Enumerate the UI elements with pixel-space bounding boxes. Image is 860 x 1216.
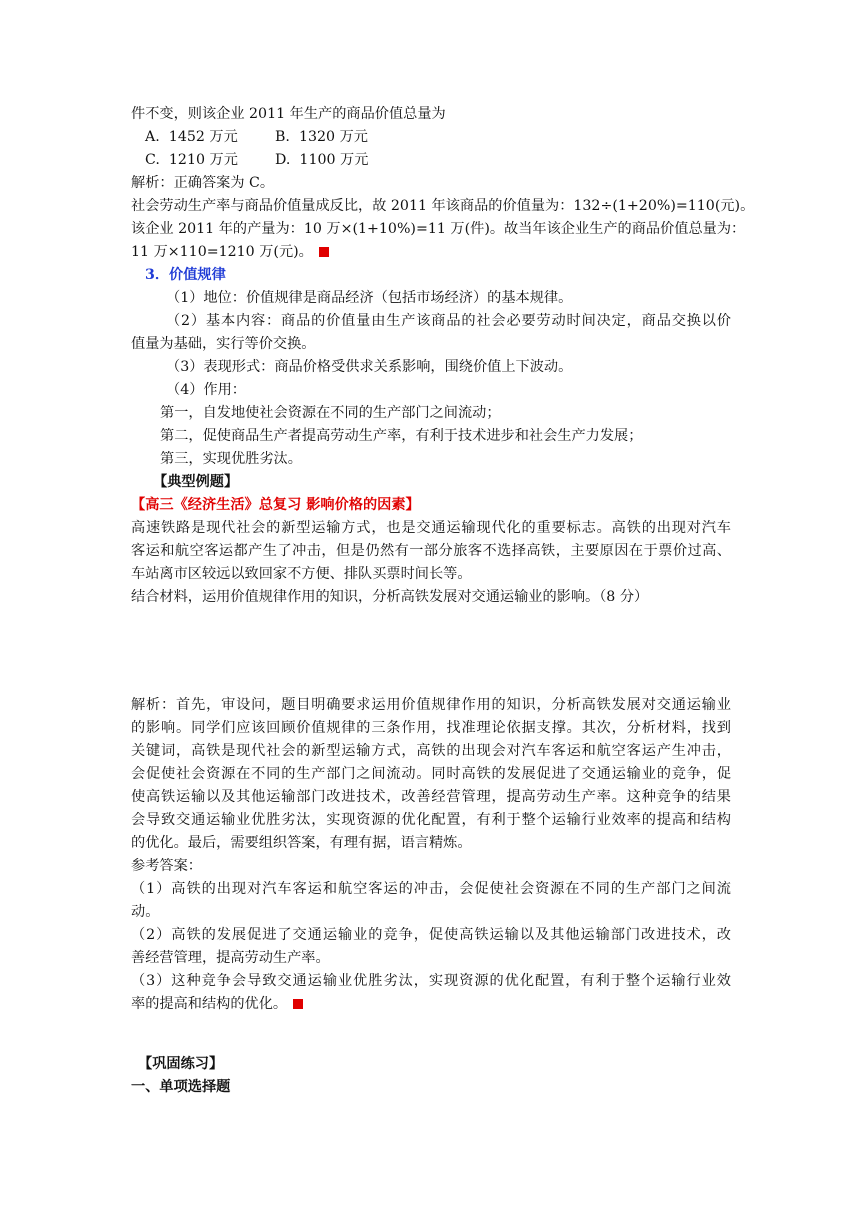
section-item: 值量为基础，实行等价交换。 bbox=[131, 336, 316, 352]
end-mark-square-icon bbox=[319, 247, 329, 257]
analysis-line: 社会劳动生产率与商品价值量成反比，故 2011 年该商品的价值量为：132÷(1+20%)=110(元)。 bbox=[131, 198, 755, 214]
example-title: 【高三《经济生活》总复习 影响价格的因素】 bbox=[131, 497, 420, 513]
analysis2-line: 会促使社会资源在不同的生产部门之间流动。同时高铁的发展促进了交通运输业的竞争，促 bbox=[131, 766, 731, 782]
reference-line: （3）这种竞争会导致交通运输业优胜劣汰，实现资源的优化配置，有利于整个运输行业效 bbox=[131, 973, 731, 989]
option-text: 1210 万元 bbox=[168, 152, 238, 168]
reference-line: （1）高铁的出现对汽车客运和航空客运的冲击，会促使社会资源在不同的生产部门之间流 bbox=[131, 881, 731, 897]
reference-text: 率的提高和结构的优化。 bbox=[131, 996, 288, 1012]
section-item: （1）地位：价值规律是商品经济（包括市场经济）的基本规律。 bbox=[166, 290, 573, 306]
practice-heading: 【巩固练习】 bbox=[138, 1056, 224, 1072]
option-letter: C. bbox=[145, 152, 160, 168]
option-c[interactable] bbox=[145, 149, 238, 172]
analysis2-line: 解析：首先，审设问，题目明确要求运用价值规律作用的知识，分析高铁发展对交通运输业 bbox=[131, 697, 731, 713]
reference-line-last bbox=[131, 993, 731, 1016]
section-heading: 3．价值规律 bbox=[145, 267, 226, 283]
option-text: 1100 万元 bbox=[299, 152, 369, 168]
example-body-line: 客运和航空客运都产生了冲击，但是仍然有一部分旅客不选择高铁，主要原因在于票价过高、 bbox=[131, 543, 731, 559]
analysis2-line: 关键词，高铁是现代社会的新型运输方式，高铁的出现会对汽车客运和航空客运产生冲击， bbox=[131, 743, 731, 759]
reference-line: 动。 bbox=[131, 904, 160, 920]
example-question: 结合材料，运用价值规律作用的知识，分析高铁发展对交通运输业的影响。（8 分） bbox=[131, 589, 649, 605]
reference-line: 善经营管理，提高劳动生产率。 bbox=[131, 950, 330, 966]
analysis-line-last bbox=[131, 241, 731, 264]
section-item: （2）基本内容：商品的价值量由生产该商品的社会必要劳动时间决定，商品交换以价 bbox=[166, 313, 731, 329]
intro-line: 件不变，则该企业 2011 年生产的商品价值总量为 bbox=[131, 106, 446, 122]
option-a[interactable] bbox=[145, 126, 238, 149]
analysis2-line: 的影响。同学们应该回顾价值规律的三条作用，找准理论依据支撑。其次，分析材料，找到 bbox=[131, 720, 731, 736]
analysis-text: 11 万×110=1210 万(元)。 bbox=[131, 244, 313, 260]
option-text: 1452 万元 bbox=[168, 129, 238, 145]
end-mark-square-icon bbox=[293, 999, 303, 1009]
reference-line: （2）高铁的发展促进了交通运输业的竞争，促使高铁运输以及其他运输部门改进技术，改 bbox=[131, 927, 731, 943]
option-letter: B. bbox=[275, 129, 290, 145]
single-choice-heading: 一、单项选择题 bbox=[131, 1079, 231, 1095]
section-item: （4）作用： bbox=[166, 382, 246, 398]
analysis2-line: 的优化。最后，需要组织答案，有理有据，语言精炼。 bbox=[131, 835, 472, 851]
analysis-line: 该企业 2011 年的产量为：10 万×(1+10%)=11 万(件)。故当年该企业生产的商品价值总量为： bbox=[131, 221, 746, 237]
option-letter: A. bbox=[145, 129, 160, 145]
analysis2-line: 会导致交通运输业优胜劣汰，实现资源的优化配置，有利于整个运输行业效率的提高和结构 bbox=[131, 812, 731, 828]
reference-label: 参考答案： bbox=[131, 858, 202, 874]
section-item: 第一，自发地使社会资源在不同的生产部门之间流动； bbox=[160, 405, 501, 421]
example-body-line: 高速铁路是现代社会的新型运输方式，也是交通运输现代化的重要标志。高铁的出现对汽车 bbox=[131, 520, 731, 536]
option-d[interactable] bbox=[275, 149, 368, 172]
section-item: （3）表现形式：商品价格受供求关系影响，围绕价值上下波动。 bbox=[166, 359, 573, 375]
option-text: 1320 万元 bbox=[298, 129, 368, 145]
section-item: 第三，实现优胜劣汰。 bbox=[160, 451, 302, 467]
option-letter: D. bbox=[275, 152, 291, 168]
analysis2-line: 使高铁运输以及其他运输部门改进技术，改善经营管理，提高劳动生产率。这种竞争的结果 bbox=[131, 789, 731, 805]
section-item: 第二，促使商品生产者提高劳动生产率，有利于技术进步和社会生产力发展； bbox=[160, 428, 643, 444]
option-b[interactable] bbox=[275, 126, 368, 149]
example-heading: 【典型例题】 bbox=[153, 474, 239, 490]
analysis-answer: 解析：正确答案为 C。 bbox=[131, 175, 275, 191]
example-body-line: 车站离市区较远以致回家不方便、排队买票时间长等。 bbox=[131, 566, 472, 582]
